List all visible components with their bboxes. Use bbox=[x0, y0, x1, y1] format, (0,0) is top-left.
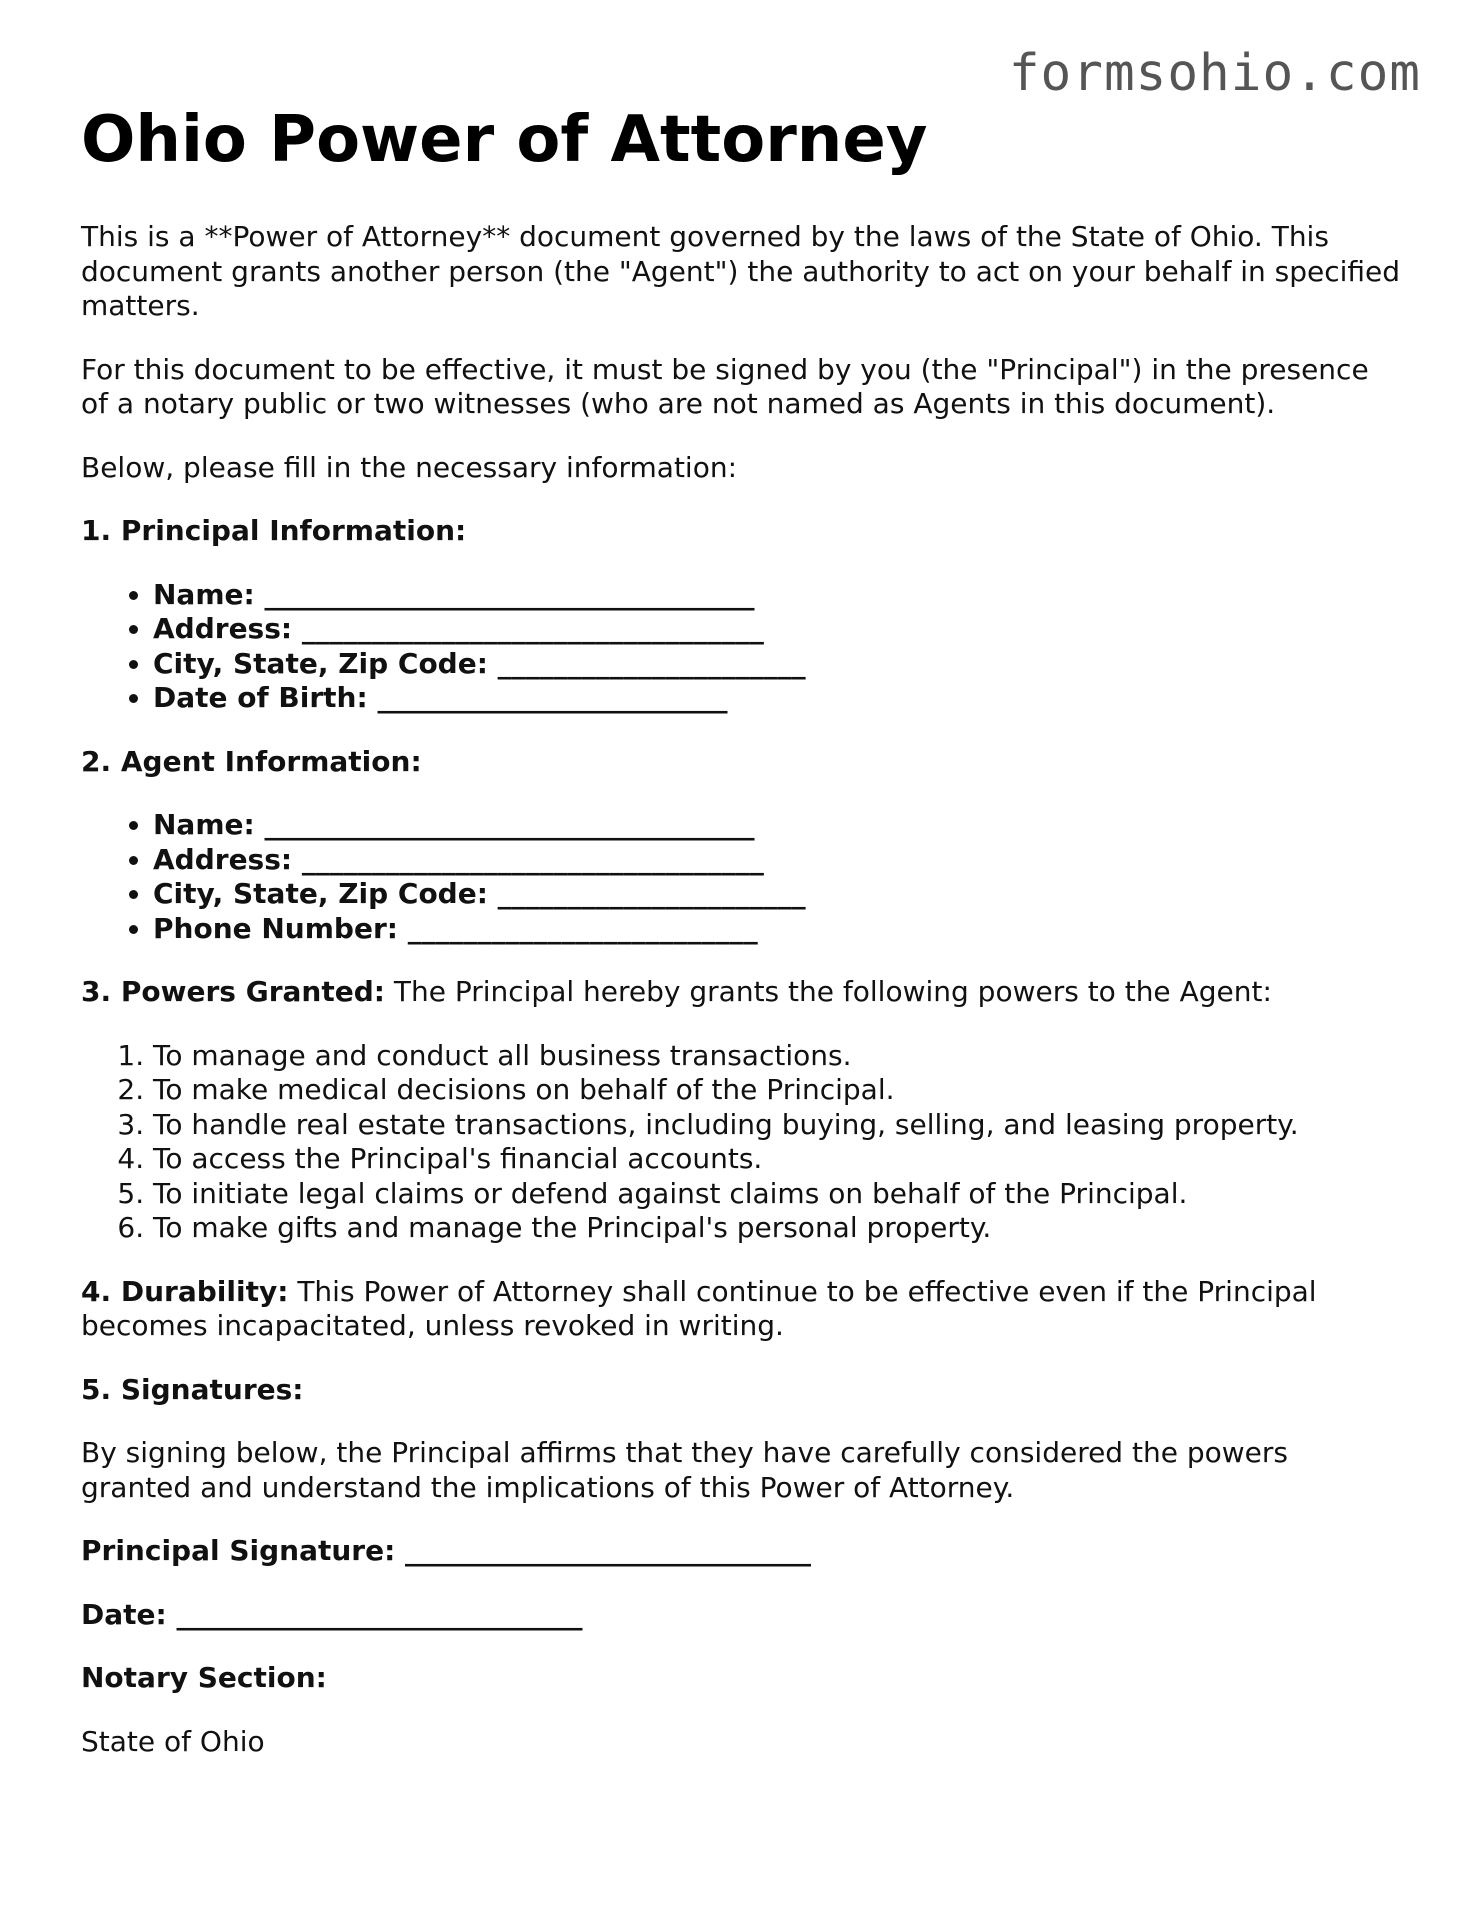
durability-text: This Power of Attorney shall continue to be effective even if the Principal becomes incapacitated, unless revoked in writing. bbox=[81, 1274, 1317, 1342]
notary-state: State of Ohio bbox=[81, 1724, 265, 1758]
principal-signature-field[interactable]: Principal Signature: _____________________________ bbox=[81, 1534, 812, 1567]
durability-heading: 4. Durability: bbox=[81, 1274, 289, 1308]
powers-heading: 3. Powers Granted: bbox=[81, 975, 385, 1008]
power-item: 5. To initiate legal claims or defend against claims on behalf of the Principal. bbox=[153, 1177, 1401, 1212]
intro-paragraph: This is a **Power of Attorney** document governed by the laws of the State of Ohio. This document grants another person (the "Agent") the authority to act on your behalf in specified matters. bbox=[81, 220, 1401, 322]
signatures-text: By signing below, the Principal affirms that they have carefully considered the powers granted and understand the implications of this Power of Attorney. bbox=[81, 1436, 1288, 1504]
principal-section-heading: 1. Principal Information: bbox=[81, 514, 467, 547]
powers-text: The Principal hereby grants the following powers to the Agent: bbox=[384, 975, 1272, 1008]
notary-heading: Notary Section: bbox=[81, 1661, 327, 1694]
durability-paragraph bbox=[81, 1275, 1401, 1344]
document-title: Ohio Power of Attorney bbox=[81, 103, 928, 177]
principal-city-state-zip-field[interactable]: • City, State, Zip Code: ______________________ bbox=[153, 647, 1401, 682]
document-page bbox=[81, 100, 1401, 1788]
watermark-logo: formsohio.com bbox=[1008, 44, 1421, 103]
intro-paragraph: Below, please fill in the necessary information: bbox=[81, 450, 738, 484]
power-item: 1. To manage and conduct all business transactions. bbox=[153, 1039, 1401, 1074]
principal-dob-field[interactable]: • Date of Birth: _________________________ bbox=[153, 681, 1401, 716]
powers-paragraph bbox=[81, 975, 1401, 1010]
principal-name-field[interactable]: • Name: ___________________________________ bbox=[153, 578, 1401, 613]
date-field[interactable]: Date: _____________________________ bbox=[81, 1597, 583, 1631]
agent-section-heading: 2. Agent Information: bbox=[81, 744, 422, 778]
principal-address-field[interactable]: • Address: _________________________________ bbox=[153, 612, 1401, 647]
power-item: 6. To make gifts and manage the Principal's personal property. bbox=[153, 1211, 1401, 1246]
agent-phone-field[interactable]: • Phone Number: _________________________ bbox=[153, 912, 1401, 947]
agent-city-state-zip-field[interactable]: • City, State, Zip Code: ______________________ bbox=[153, 877, 1401, 912]
agent-fields-list bbox=[81, 808, 1401, 946]
principal-fields-list bbox=[81, 578, 1401, 716]
power-item: 4. To access the Principal's financial accounts. bbox=[153, 1142, 1401, 1177]
powers-list bbox=[81, 1039, 1401, 1246]
power-item: 2. To make medical decisions on behalf of the Principal. bbox=[153, 1073, 1401, 1108]
signatures-heading: 5. Signatures: bbox=[81, 1372, 304, 1406]
intro-paragraph: For this document to be effective, it must be signed by you (the "Principal") in the presence of a notary public or two witnesses (who are not named as Agents in this document). bbox=[81, 352, 1369, 420]
power-item: 3. To handle real estate transactions, including buying, selling, and leasing property. bbox=[153, 1108, 1401, 1143]
agent-name-field[interactable]: • Name: ___________________________________ bbox=[153, 808, 1401, 843]
agent-address-field[interactable]: • Address: _________________________________ bbox=[153, 843, 1401, 878]
